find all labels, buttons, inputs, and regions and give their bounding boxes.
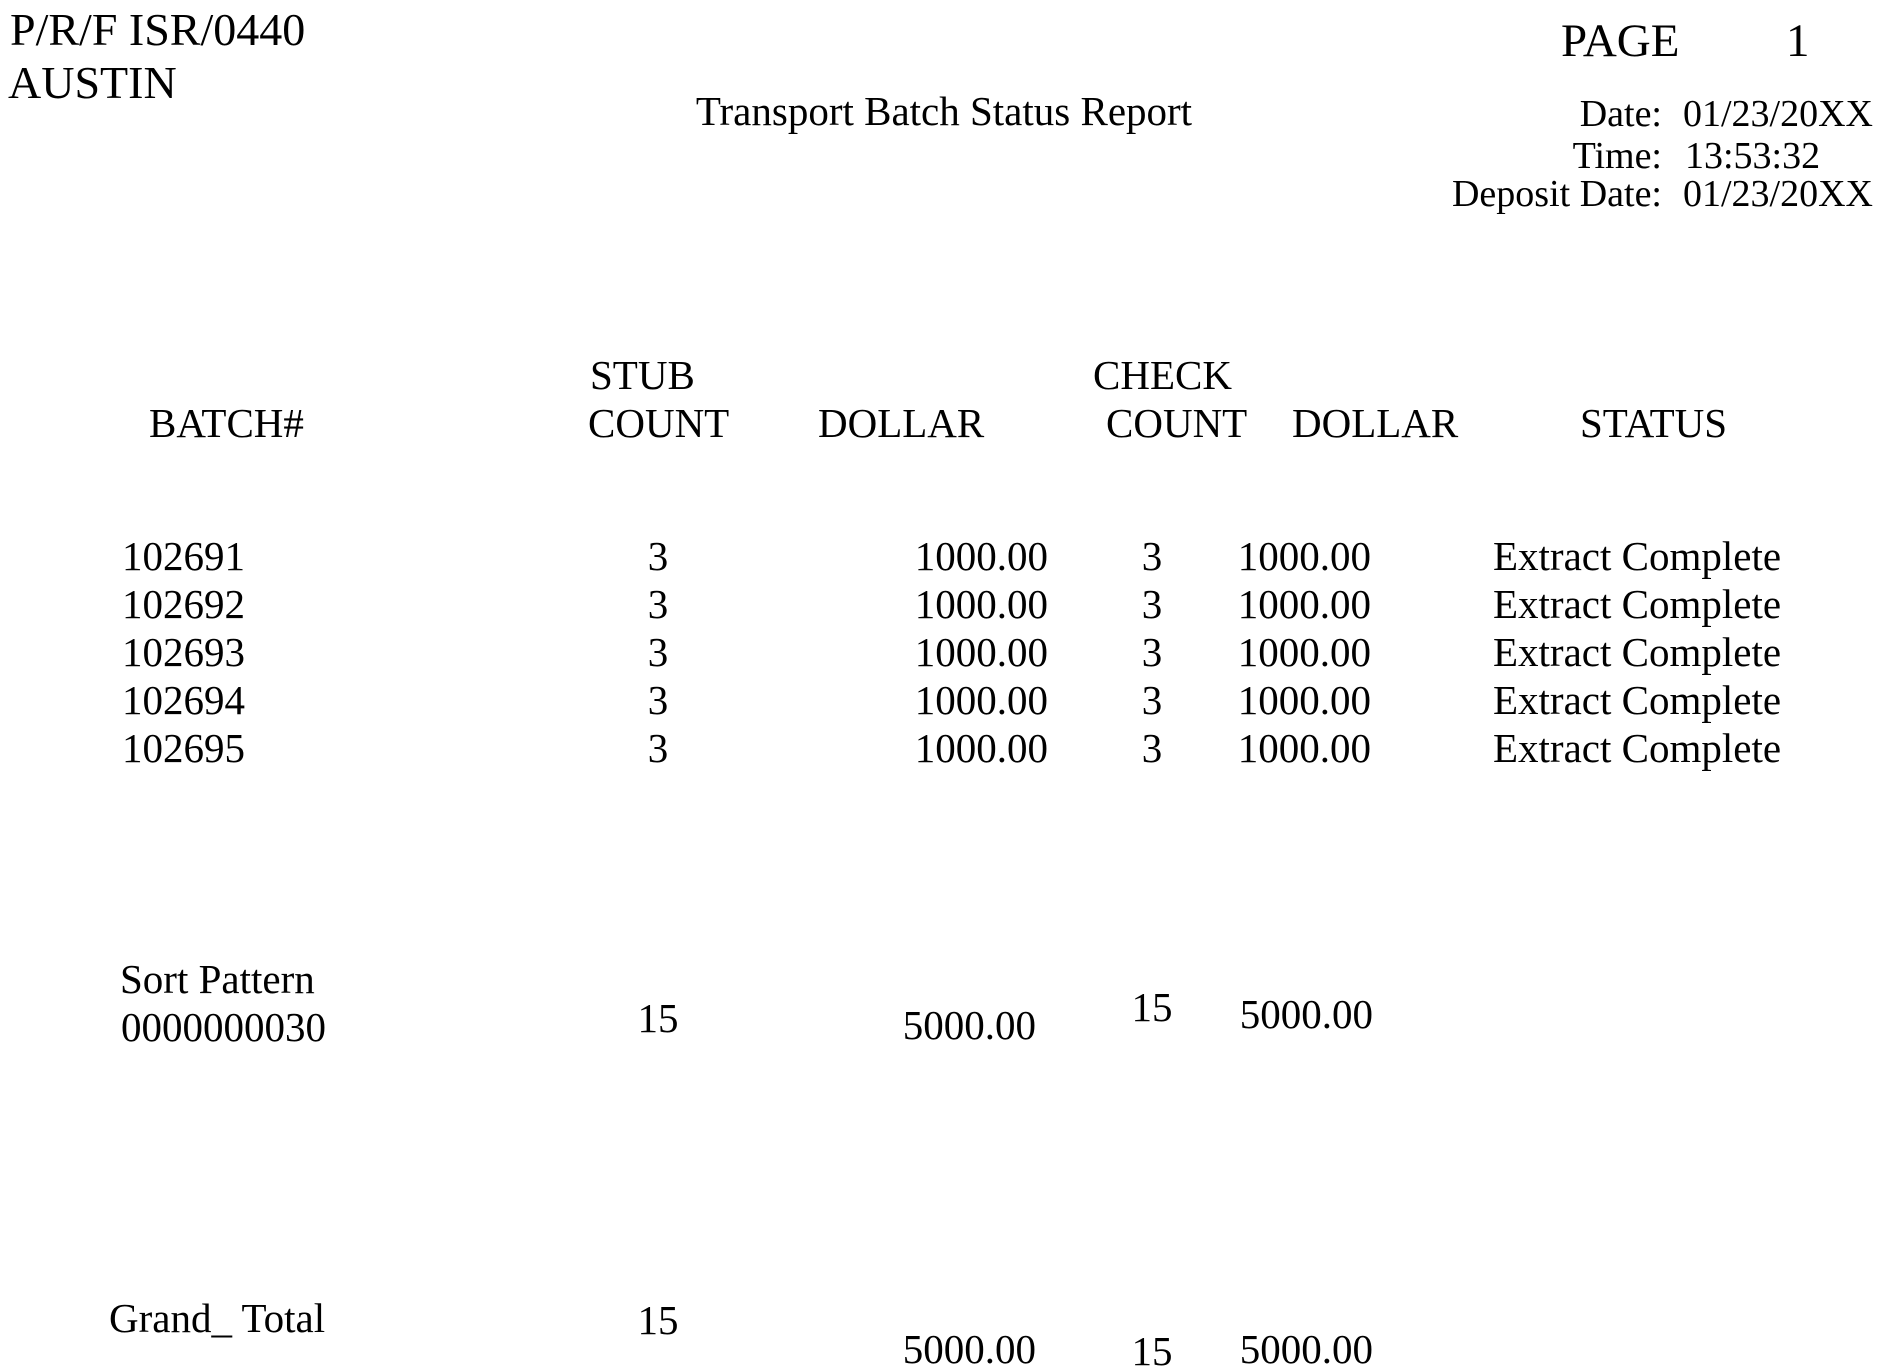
- batch-number-cell: 102692: [122, 581, 245, 627]
- status-cell: Extract Complete: [1493, 533, 1782, 579]
- sort-pattern-label: Sort Pattern: [120, 956, 315, 1002]
- program-id: P/R/F ISR/0440: [10, 4, 306, 55]
- page-number: 1: [1786, 15, 1810, 67]
- status-cell: Extract Complete: [1493, 629, 1782, 675]
- col-header-batch: BATCH#: [149, 400, 304, 446]
- grand-total-check-count: 15: [1131, 1328, 1173, 1371]
- stub-dollar-cell: 1000.00: [914, 581, 1048, 627]
- check-count-cell: 3: [1141, 629, 1163, 675]
- status-cell: Extract Complete: [1493, 581, 1782, 627]
- location: AUSTIN: [8, 57, 177, 108]
- status-cell: Extract Complete: [1493, 725, 1782, 771]
- stub-count-cell: 3: [647, 533, 669, 579]
- sort-pattern-stub-dollar: 5000.00: [902, 1002, 1036, 1048]
- report-title: Transport Batch Status Report: [695, 88, 1193, 134]
- check-count-cell: 3: [1141, 533, 1163, 579]
- check-count-cell: 3: [1141, 677, 1163, 723]
- check-count-cell: 3: [1141, 581, 1163, 627]
- col-header-check-count: COUNT: [1106, 400, 1248, 446]
- stub-count-cell: 3: [647, 629, 669, 675]
- stub-dollar-cell: 1000.00: [914, 677, 1048, 723]
- batch-number-cell: 102693: [122, 629, 245, 675]
- check-dollar-cell: 1000.00: [1237, 581, 1371, 627]
- col-header-stub-dollar: DOLLAR: [818, 400, 985, 446]
- sort-pattern-check-dollar: 5000.00: [1239, 991, 1373, 1037]
- check-dollar-cell: 1000.00: [1237, 725, 1371, 771]
- grand-total-check-dollar: 5000.00: [1239, 1326, 1373, 1371]
- sort-pattern-check-count: 15: [1131, 984, 1173, 1030]
- sort-pattern-value: 0000000030: [121, 1004, 326, 1050]
- stub-count-cell: 3: [647, 677, 669, 723]
- time-label: Time:: [1572, 135, 1662, 177]
- batch-number-cell: 102695: [122, 725, 245, 771]
- grand-total-label: Grand_ Total: [109, 1295, 326, 1341]
- grand-total-stub-count: 15: [637, 1297, 679, 1343]
- grand-total-stub-dollar: 5000.00: [902, 1326, 1036, 1371]
- col-header-status: STATUS: [1580, 400, 1728, 446]
- stub-dollar-cell: 1000.00: [914, 725, 1048, 771]
- stub-dollar-cell: 1000.00: [914, 533, 1048, 579]
- col-header-stub-group: STUB: [590, 352, 695, 398]
- time-value: 13:53:32: [1685, 135, 1821, 177]
- sort-pattern-stub-count: 15: [637, 995, 679, 1041]
- check-dollar-cell: 1000.00: [1237, 533, 1371, 579]
- col-header-stub-count: COUNT: [588, 400, 730, 446]
- batch-number-cell: 102691: [122, 533, 245, 579]
- col-header-check-group: CHECK: [1093, 352, 1232, 398]
- check-dollar-cell: 1000.00: [1237, 629, 1371, 675]
- col-header-check-dollar: DOLLAR: [1292, 400, 1459, 446]
- stub-count-cell: 3: [647, 725, 669, 771]
- page-label: PAGE: [1561, 15, 1680, 67]
- date-value: 01/23/20XX: [1683, 93, 1873, 135]
- deposit-date-value: 01/23/20XX: [1683, 173, 1873, 215]
- stub-dollar-cell: 1000.00: [914, 629, 1048, 675]
- stub-count-cell: 3: [647, 581, 669, 627]
- batch-number-cell: 102694: [122, 677, 245, 723]
- check-count-cell: 3: [1141, 725, 1163, 771]
- check-dollar-cell: 1000.00: [1237, 677, 1371, 723]
- date-label: Date:: [1579, 93, 1662, 135]
- deposit-date-label: Deposit Date:: [1451, 173, 1662, 215]
- status-cell: Extract Complete: [1493, 677, 1782, 723]
